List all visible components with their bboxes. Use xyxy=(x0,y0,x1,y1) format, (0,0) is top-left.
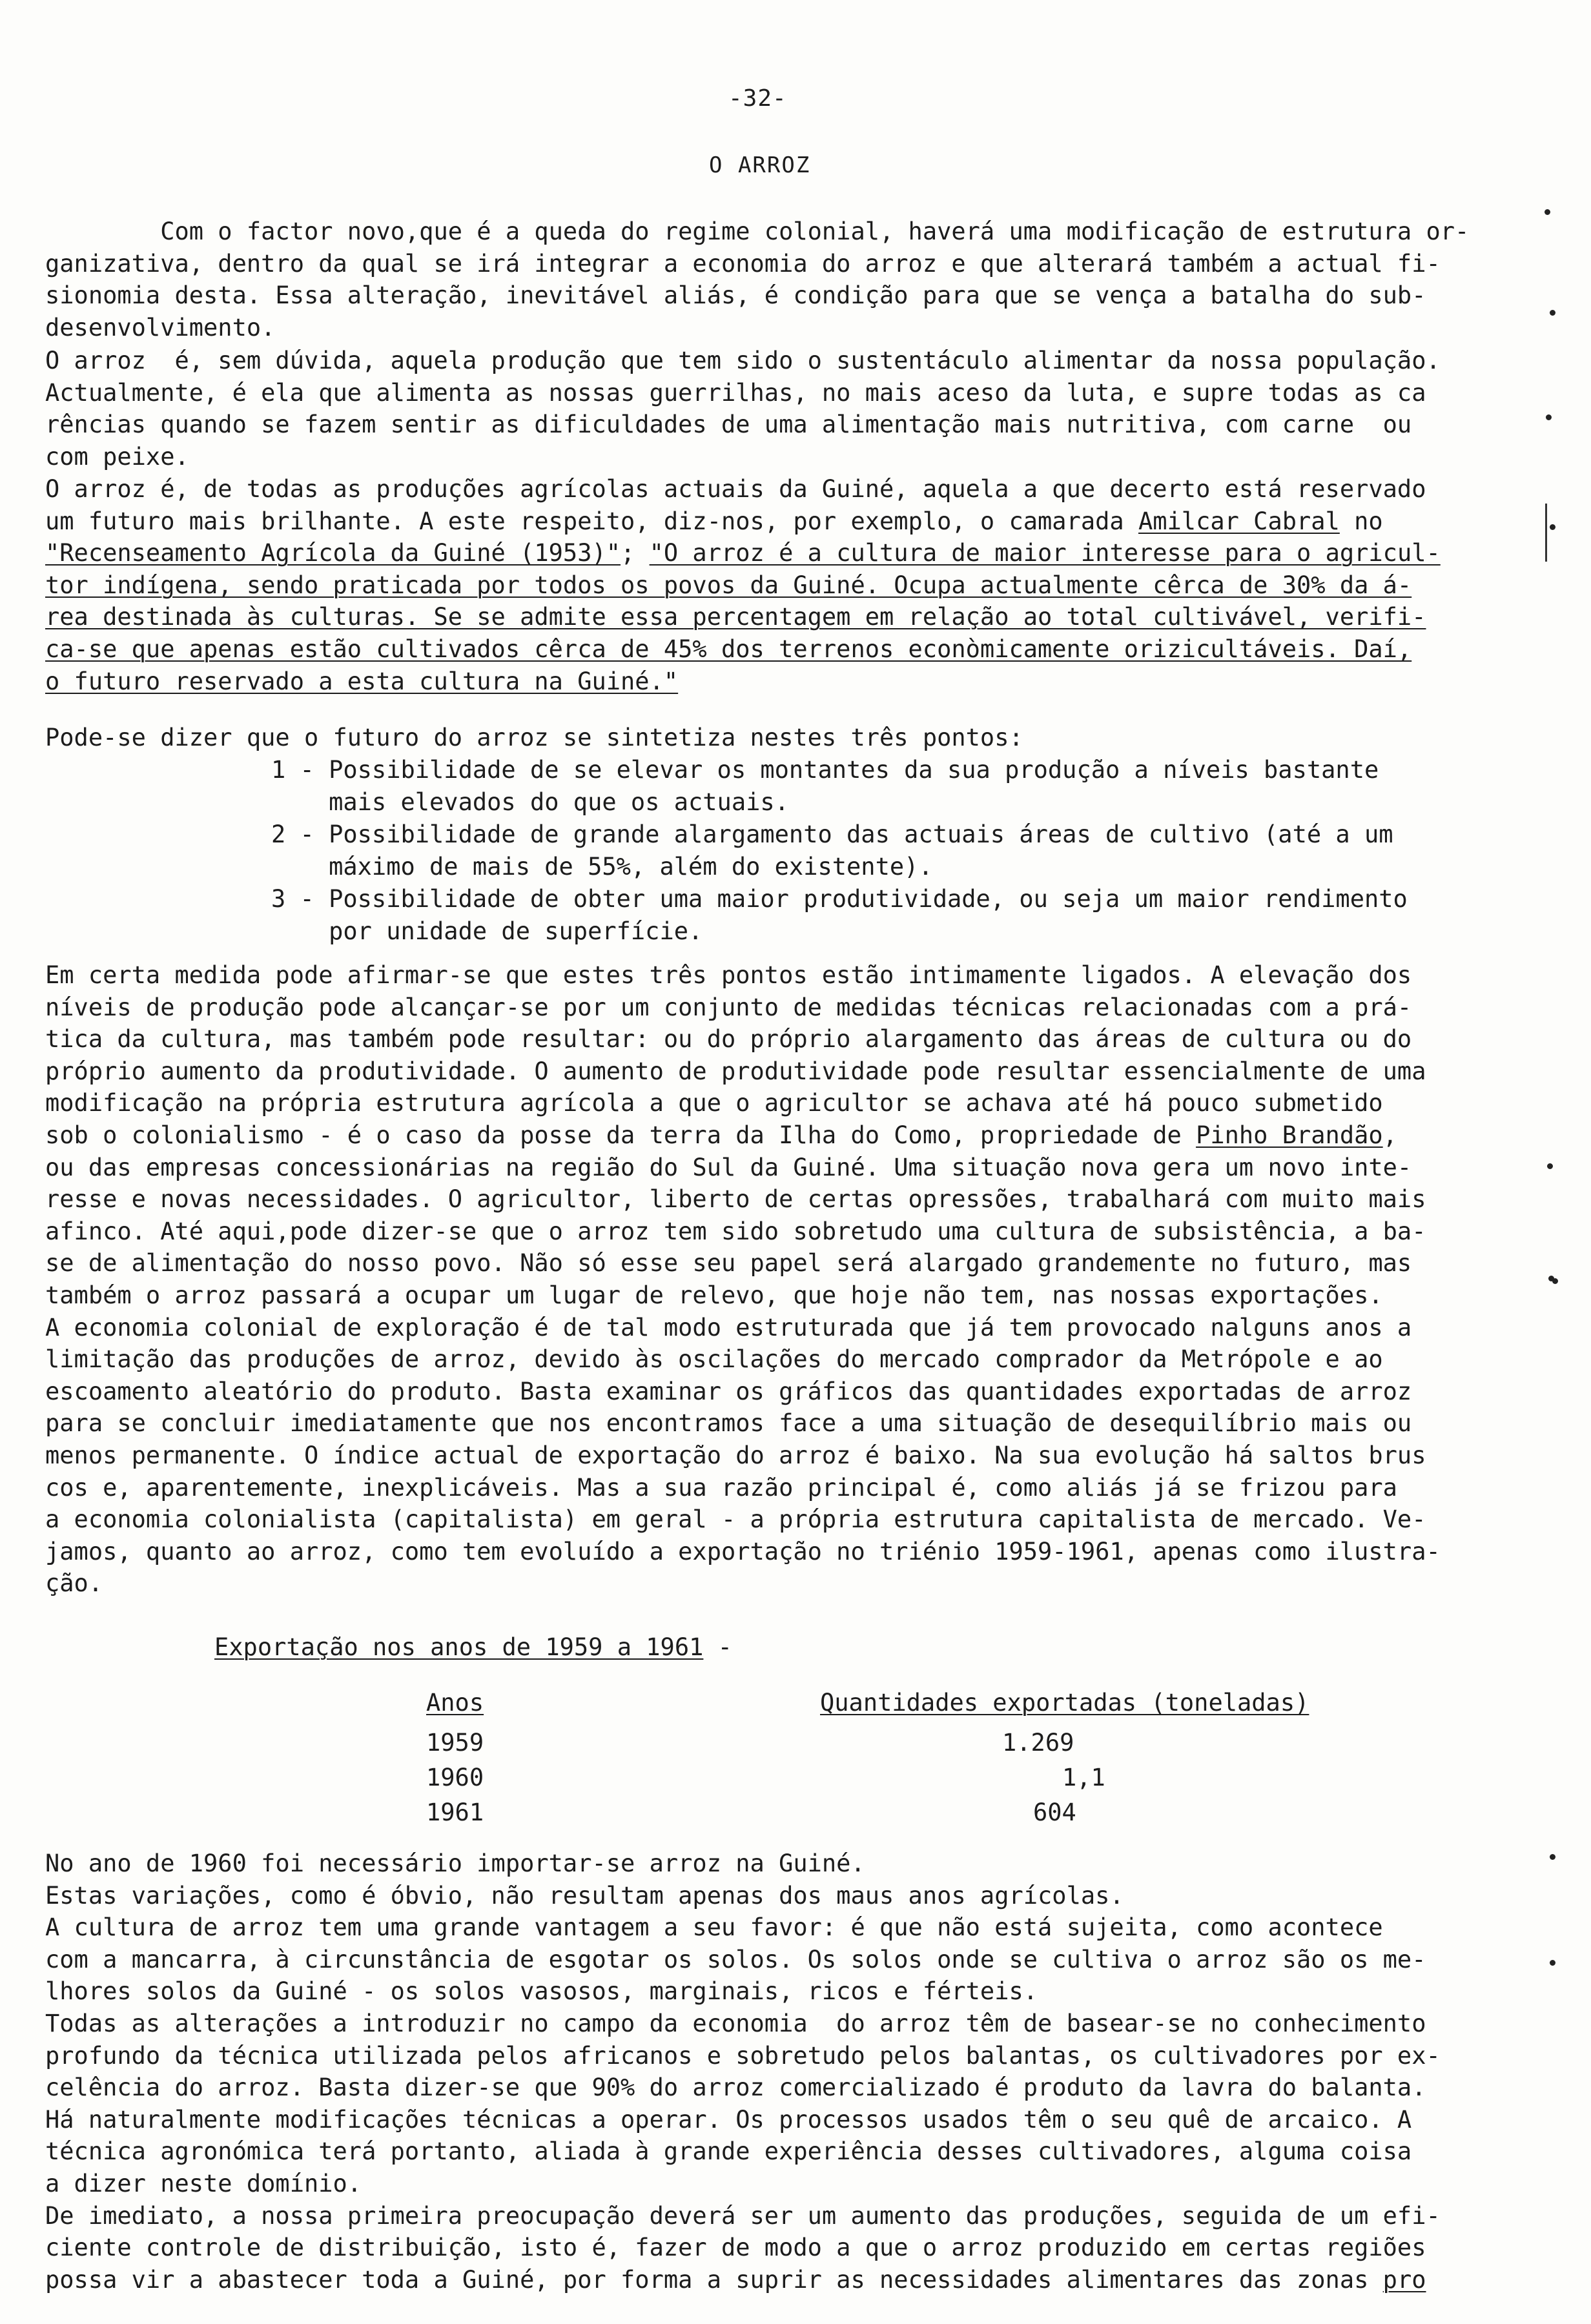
paragraph-three-points: Pode-se dizer que o futuro do arroz se sintetiza nestes três pontos: xyxy=(45,724,1023,751)
table-cell-year: 1959 xyxy=(426,1729,484,1757)
margin-dot xyxy=(1550,1854,1555,1860)
paragraph-connector: no xyxy=(1354,507,1383,535)
truncated-word: pro xyxy=(1382,2265,1426,2294)
list-item: 1 - Possibilidade de se elevar os montantes da sua produção a níveis bastante mais elevados do que os actuais. xyxy=(271,756,1379,816)
paragraph-rice-advantages xyxy=(45,1848,1498,2296)
list-item: 2 - Possibilidade de grande alargamento das actuais áreas de cultivo (até a um máximo de mais de 55%, além do existente). xyxy=(271,821,1393,881)
paragraph-production-analysis xyxy=(45,959,1498,1600)
table-cell-quantity: 604 xyxy=(1033,1799,1076,1826)
paragraph-staple-food: O arroz é, sem dúvida, aquela produção que tem sido o sustentáculo alimentar da nossa população. Actualmente, é ela que alimenta as nossas guerrilhas, no mais aceso da luta, e supre todas as ca rências quando se fazem sentir as dificuldades de uma alimentação mais nutritiva, com carne ou com peixe. xyxy=(45,347,1441,471)
page-number: -32- xyxy=(728,85,787,112)
table-cell-year: 1961 xyxy=(426,1799,484,1826)
margin-dot xyxy=(1546,414,1552,420)
page-title: O ARROZ xyxy=(709,152,811,178)
source-title: "Recenseamento Agrícola da Guiné (1953)" xyxy=(45,539,621,567)
margin-dot xyxy=(1550,1960,1555,1966)
export-table-caption-text: Exportação nos anos de 1959 a 1961 xyxy=(214,1633,704,1661)
margin-mark xyxy=(1545,504,1547,562)
margin-dot xyxy=(1547,1163,1553,1169)
paragraph-future-quote xyxy=(45,473,1498,697)
table-cell-quantity: 1,1 xyxy=(1062,1764,1105,1791)
quoted-passage: "O arroz é a cultura de maior interesse para o agricul- tor indígena, sendo praticada por todos os povos da Guiné. Ocupa actualmente cêrca de 30% da á- rea destinada às culturas. Se se admite essa percentagem em relação ao total cultivável, verifi- ca-se que apenas estão cultivados cêrca de 45% dos terrenos econòmicamente orizicultáveis. Daí, o futuro reservado a esta cultura na Guiné." xyxy=(45,539,1441,695)
table-cell-quantity: 1.269 xyxy=(1002,1729,1074,1757)
margin-dot xyxy=(1550,524,1555,530)
export-table-caption-dash: - xyxy=(703,1633,732,1661)
margin-dot xyxy=(1552,1278,1558,1284)
paragraph-intro: Com o factor novo,que é a queda do regime colonial, haverá uma modificação de estrutura or- ganizativa, dentro da qual se irá integrar a economia do arroz e que alterará também a actual fi- sionomia desta. Essa alteração, inevitável aliás, é condição para que se vença a batalha do sub- desenvolvimento. xyxy=(45,218,1470,341)
table-cell-year: 1960 xyxy=(426,1764,484,1791)
paragraph-advantages-text: No ano de 1960 foi necessário importar-se arroz na Guiné. Estas variações, como é óbvio, não resultam apenas dos maus anos agrícolas. A cultura de arroz tem uma grande vantagem a seu favor: é que não está sujeita, como acontece com a mancarra, à circunstância de esgotar os solos. Os solos onde se cultiva o arroz são os me- lhores solos da Guiné - os solos vasosos, marginais, ricos e férteis. Todas as alterações a introduzir no campo da economia do arroz têm de basear-se no conhecimento profundo da técnica utilizada pelos africanos e sobretudo pelos balantas, os cultivadores por ex- celência do arroz. Basta dizer-se que 90% do arroz comercializado é produto da lavra do balanta. Há naturalmente modificações técnicas a operar. Os processos usados têm o seu quê de arcaico. A técnica agronómica terá portanto, aliada à grande experiência desses cultivadores, alguma coisa a dizer neste domínio. De imediato, a nossa primeira preocupação deverá ser um aumento das produções, seguida de um efi- ciente controle de distribuição, isto é, fazer de modo a que o arroz produzido em certas regiões possa vir a abastecer toda a Guiné, por forma a suprir as necessidades alimentares das zonas xyxy=(45,1850,1441,2294)
table-header-years: Anos xyxy=(426,1689,484,1717)
quote-separator: ; xyxy=(621,539,650,567)
author-name: Amilcar Cabral xyxy=(1138,507,1340,535)
export-table-caption xyxy=(214,1633,732,1661)
paragraph-analysis-part-a: Em certa medida pode afirmar-se que estes três pontos estão intimamente ligados. A elevação dos níveis de produção pode alcançar-se por um conjunto de medidas técnicas relacionadas com a prá- tica da cultura, mas também pode resultar: ou do próprio alargamento das áreas de cultura ou do próprio aumento da produtividade. O aumento de produtividade pode resultar essencialmente de uma modificação na própria estrutura agrícola a que o agricultor se achava até há pouco submetido sob o colonialismo - é o caso da posse da terra da Ilha do Como, propriedade de xyxy=(45,961,1426,1149)
paragraph-analysis-part-b: , ou das empresas concessionárias na região do Sul da Guiné. Uma situação nova gera um novo inte- resse e novas necessidades. O agricultor, liberto de certas opressões, trabalhará com muito mais afinco. Até aqui,pode dizer-se que o arroz tem sido sobretudo uma cultura de subsistência, a ba- se de alimentação do nosso povo. Não só esse seu papel será alargado grandemente no futuro, mas também o arroz passará a ocupar um lugar de relevo, que hoje não tem, nas nossas exportações. A economia colonial de exploração é de tal modo estruturada que já tem provocado nalguns anos a limitação das produções de arroz, devido às oscilações do mercado comprador da Metrópole e ao escoamento aleatório do produto. Basta examinar os gráficos das quantidades exportadas de arroz para se concluir imediatamente que nos encontramos face a uma situação de desequilíbrio mais ou menos permanente. O índice actual de exportação do arroz é baixo. Na sua evolução há saltos brus cos e, aparentemente, inexplicáveis. Mas a sua razão principal é, como aliás já se frizou para a economia colonialista (capitalista) em geral - a própria estrutura capitalista de mercado. Ve- jamos, quanto ao arroz, como tem evoluído a exportação no triénio 1959-1961, apenas como ilustra- ção. xyxy=(45,1121,1441,1598)
paragraph-future-intro: O arroz é, de todas as produções agrícolas actuais da Guiné, aquela a que decerto está reservado um futuro mais brilhante. A este respeito, diz-nos, por exemplo, o camarada xyxy=(45,475,1426,535)
margin-dot xyxy=(1550,310,1555,316)
margin-dot xyxy=(1545,209,1550,215)
table-header-quantity: Quantidades exportadas (toneladas) xyxy=(820,1689,1309,1717)
proprietor-name: Pinho Brandão xyxy=(1196,1121,1383,1149)
list-item: 3 - Possibilidade de obter uma maior produtividade, ou seja um maior rendimento por unidade de superfície. xyxy=(271,885,1408,945)
